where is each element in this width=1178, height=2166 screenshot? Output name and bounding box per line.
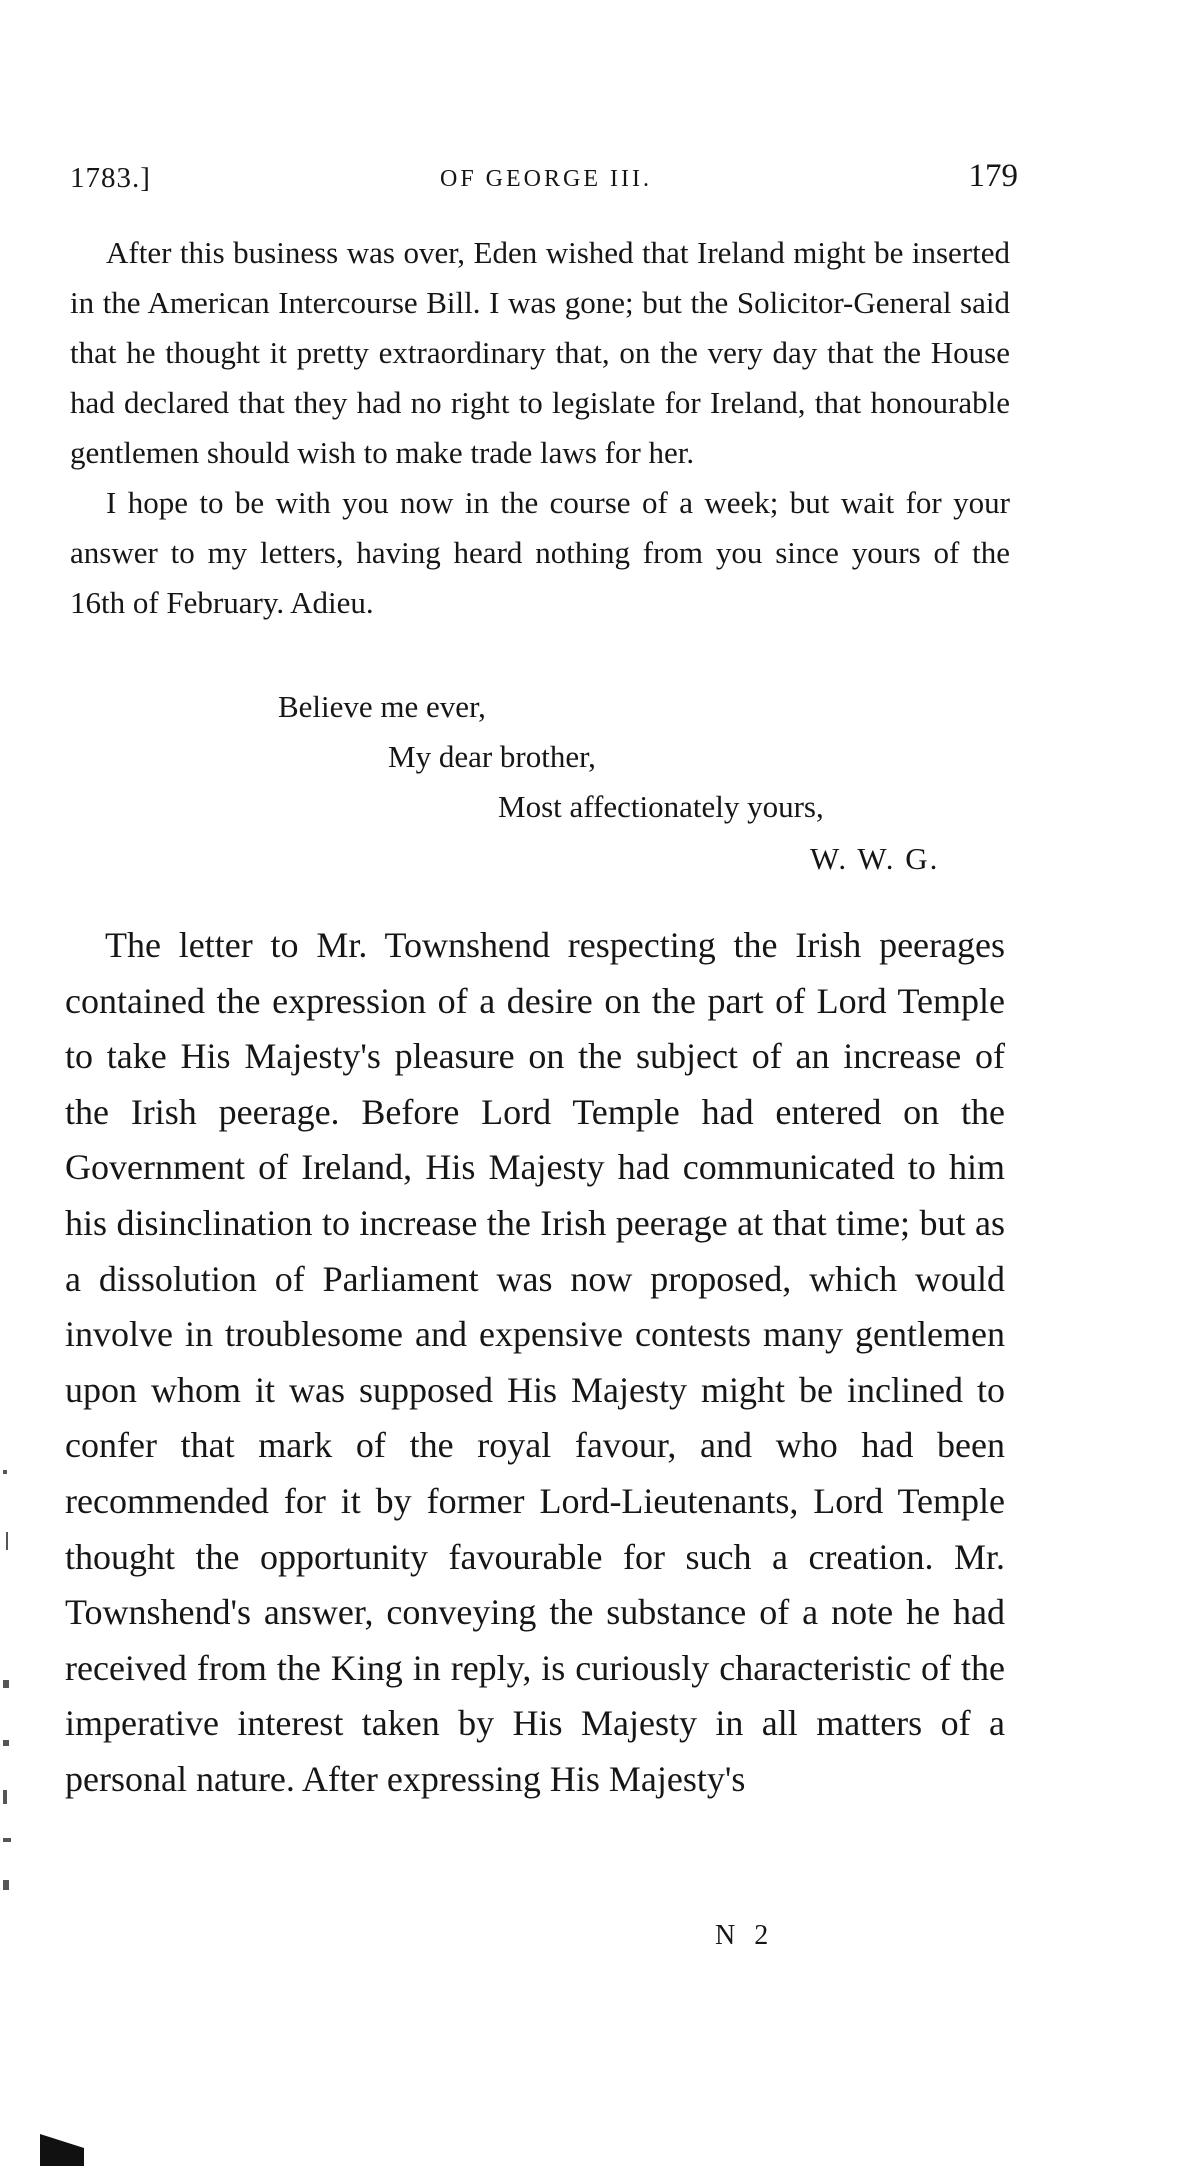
scan-speck [6,1532,8,1550]
printer-signature-mark: N 2 [715,1920,775,1951]
header-title: OF GEORGE III. [440,166,652,192]
letter-text [70,228,1010,628]
scan-speck [3,1880,9,1890]
letter-paragraph: After this business was over, Eden wished that Ireland might be inserted in the American Intercourse Bill. I was gone; but the Solicitor-General said that he thought it pretty extraordinary that, on the very day that the House had declared that they had no right to legislate for Ireland, that honourable gentlemen should wish to make trade laws for her. [70,235,1010,470]
closing-line: My dear brother, [388,739,596,774]
scan-speck [3,1740,9,1746]
scan-speck [3,1470,7,1474]
scan-corner-mark [40,2134,84,2166]
scan-margin-marks [0,1470,22,1890]
closing-line: Most affectionately yours, [498,789,824,824]
scan-speck [3,1838,11,1842]
header-year: 1783.] [70,162,151,194]
scan-speck [3,1790,7,1804]
closing-line: Believe me ever, [278,689,486,724]
letter-paragraph: I hope to be with you now in the course of a week; but wait for your answer to my letters, having heard nothing from you since yours of the 16th of February. Adieu. [70,485,1010,620]
letter-signature: W. W. G. [810,841,940,876]
page-number: 179 [968,158,1018,194]
narrative-paragraph: The letter to Mr. Townshend respecting the Irish peerages contained the expression of a desire on the part of Lord Temple to take His Majesty's pleasure on the subject of an increase of the Irish peerage. Before Lord Temple had entered on the Government of Ireland, His Majesty had communicated to him his disinclination to increase the Irish peerage at that time; but as a dissolution of Parliament was now proposed, which would involve in troublesome and expensive contests many gentlemen upon whom it was supposed His Majesty might be inclined to confer that mark of the royal favour, and who had been recommended for it by former Lord-Lieutenants, Lord Temple thought the opportunity favourable for such a creation. Mr. Townshend's answer, conveying the substance of a note he had received from the King in reply, is curiously characteristic of the imperative interest taken by His Majesty in all matters of a personal nature. After expressing His Majesty's [65,925,1005,1799]
scan-speck [3,1680,9,1688]
running-head [70,158,1022,202]
narrative-text [65,918,1005,1808]
